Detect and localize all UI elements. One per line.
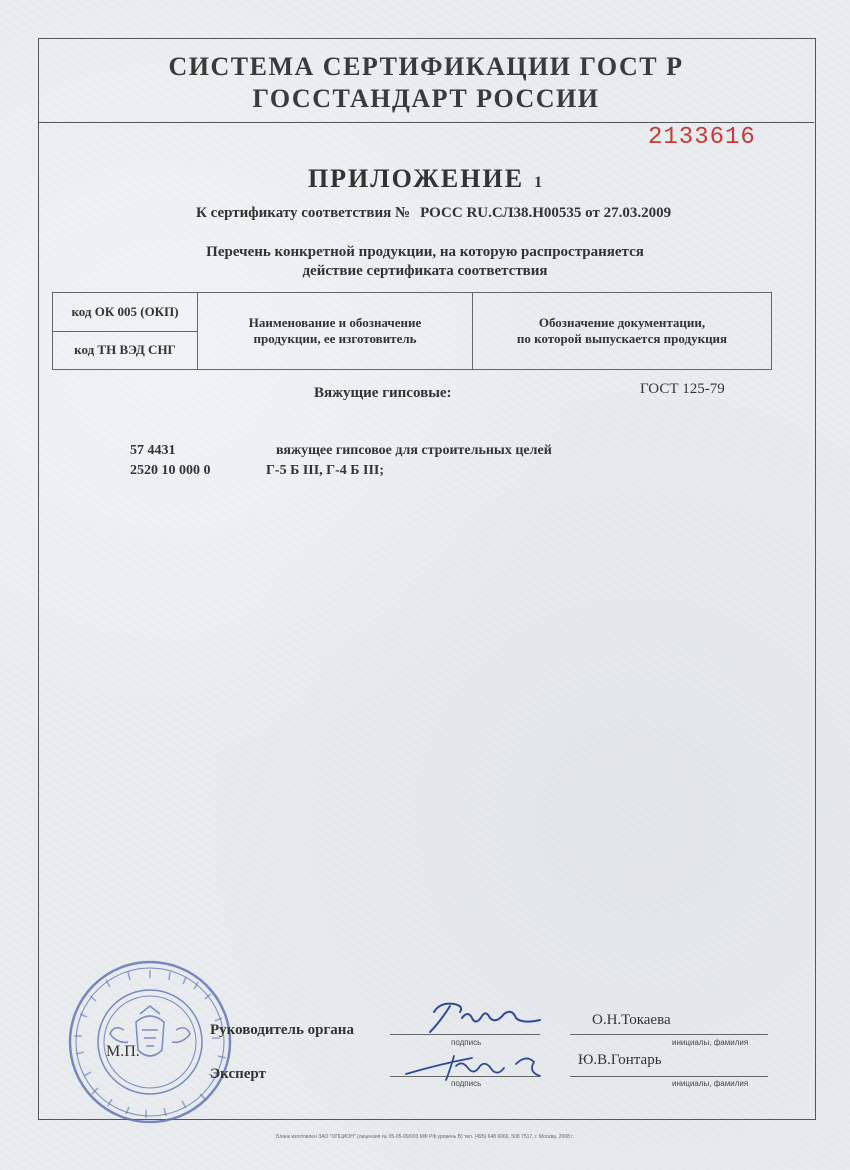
product-name-header: [198, 293, 473, 370]
product-name-line-1: вяжущее гипсовое для строительных целей: [276, 443, 552, 458]
head-signature-icon: [420, 996, 550, 1040]
header-band: [38, 38, 814, 123]
subtitle-line-1: Перечень конкретной продукции, на которую распространяется: [206, 244, 644, 260]
product-name-header-line-1: Наименование и обозначение: [248, 315, 422, 330]
expert-name: Ю.В.Гонтарь: [578, 1052, 662, 1068]
expert-signature-icon: [400, 1046, 560, 1086]
seal-place-label: М.П.: [106, 1043, 140, 1060]
form-footer-note: Бланк изготовлен ЗАО "ОПЦИОН" (лицензия № 05-05-09/003 МФ РФ,уровень В) тел. (495) 648 6066, 508 7517, г. Москва, 2008 г.: [276, 1134, 574, 1140]
certificate-line: [196, 205, 671, 222]
documentation-header-line-1: Обозначение документации,: [538, 315, 706, 330]
head-name-line: [570, 1034, 768, 1035]
appendix-number: 1: [534, 174, 543, 191]
product-name-line-2: Г-5 Б III, Г-4 Б III;: [266, 463, 385, 478]
expert-name-line: [570, 1076, 768, 1077]
tnved-code: 2520 10 000 0: [130, 463, 211, 478]
expert-signature-caption: подпись: [451, 1079, 482, 1088]
head-name: О.Н.Токаева: [592, 1012, 671, 1028]
documentation-header-line-2: по которой выпускается продукция: [516, 331, 728, 346]
product-group-doc: ГОСТ 125-79: [640, 381, 725, 397]
columns-header-table: [52, 292, 772, 370]
expert-label: Эксперт: [210, 1066, 266, 1082]
okp-code: 57 4431: [130, 443, 176, 458]
head-of-body-label: Руководитель органа: [210, 1022, 354, 1038]
expert-initials-caption: инициалы, фамилия: [672, 1079, 749, 1088]
certificate-value: РОСС RU.СЛ38.Н00535 от 27.03.2009: [420, 205, 672, 221]
head-initials-caption: инициалы, фамилия: [672, 1038, 749, 1047]
product-name-header-line-2: продукции, ее изготовитель: [253, 331, 417, 346]
official-seal-icon: [66, 958, 234, 1126]
tnved-code-header: код ТН ВЭД СНГ: [53, 331, 198, 370]
header-line-1: СИСТЕМА СЕРТИФИКАЦИИ ГОСТ Р: [168, 52, 684, 81]
okp-code-header: код ОК 005 (ОКП): [53, 293, 198, 332]
head-signature-caption: подпись: [451, 1038, 482, 1047]
form-number: 2133616: [648, 124, 756, 151]
page-title: [0, 164, 850, 194]
documentation-header: [473, 293, 772, 370]
header-line-2: ГОССТАНДАРТ РОССИИ: [252, 84, 600, 113]
certificate-label: К сертификату соответствия №: [196, 205, 411, 221]
product-group-name: Вяжущие гипсовые:: [314, 385, 452, 401]
title-text: ПРИЛОЖЕНИЕ: [307, 164, 525, 193]
subtitle-line-2: действие сертификата соответствия: [302, 263, 548, 279]
